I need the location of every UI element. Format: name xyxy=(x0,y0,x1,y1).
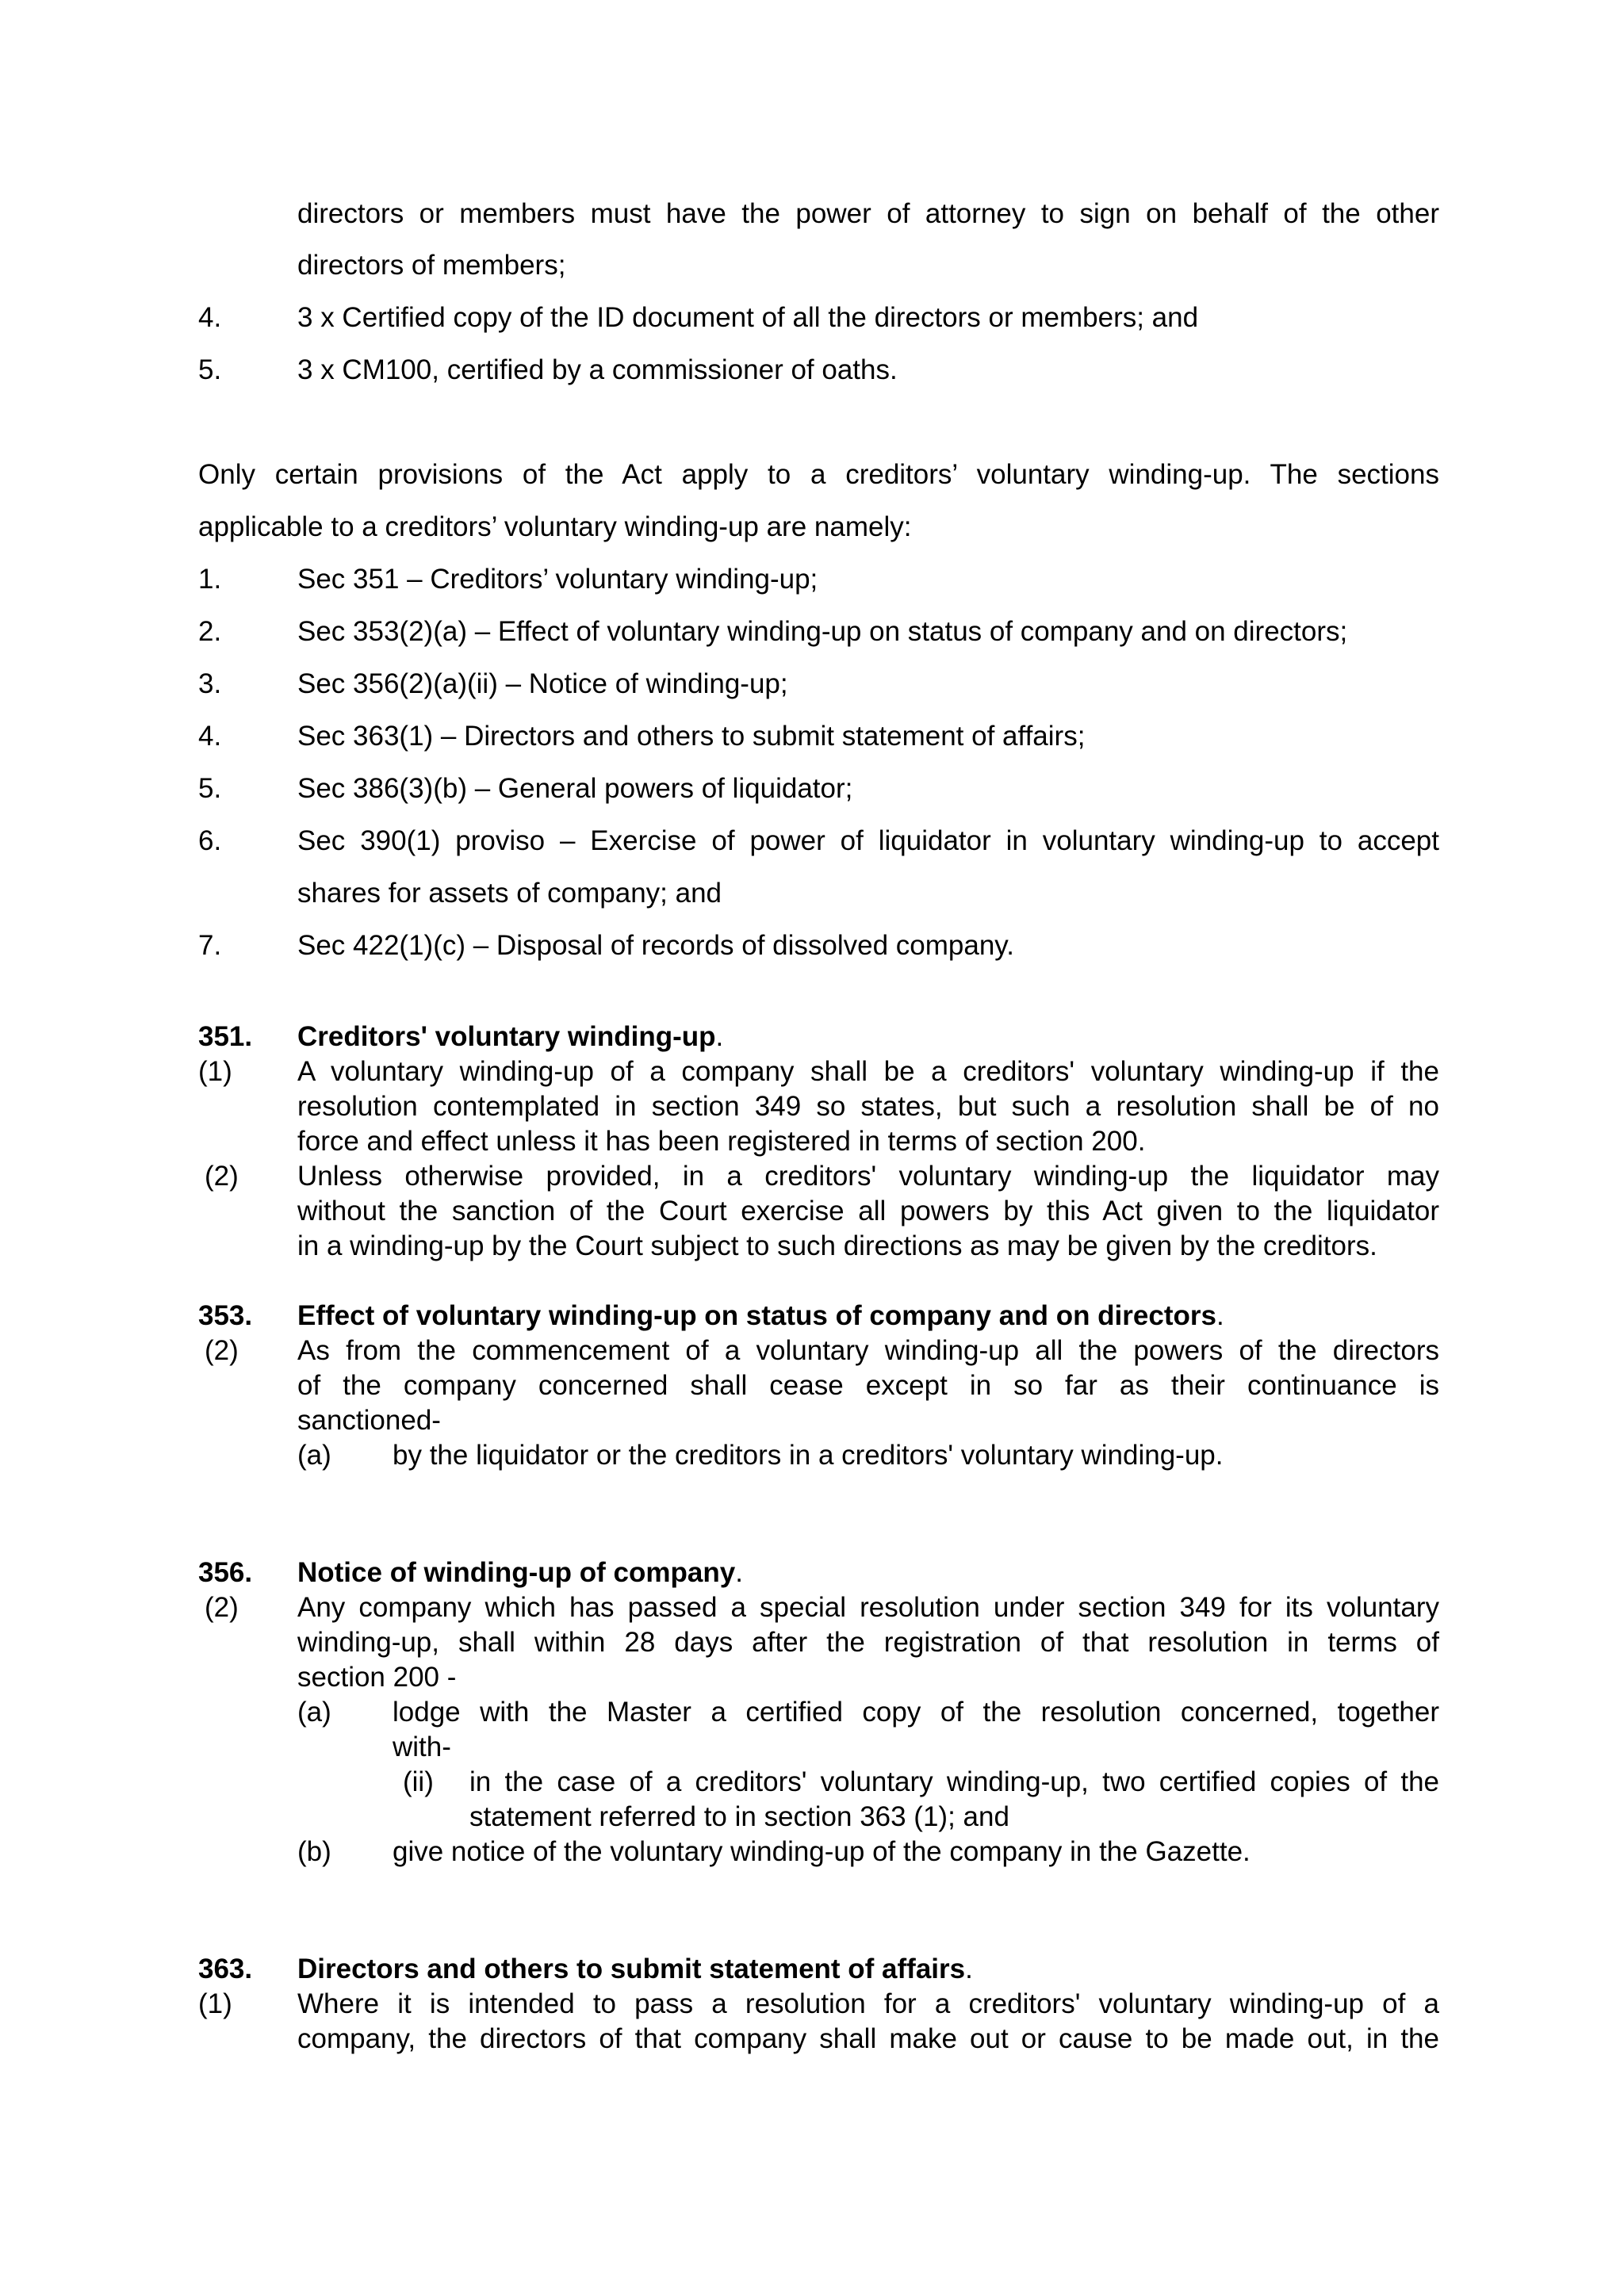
paragraph-letter: (a) xyxy=(297,1440,331,1471)
subsection-line: As from the commencement of a voluntary winding-up all the powers of the directors xyxy=(297,1335,1439,1366)
list-item-text: Sec 351 – Creditors’ voluntary winding-up; xyxy=(297,564,818,595)
subsection-line: in a winding-up by the Court subject to such directions as may be given by the creditors. xyxy=(297,1230,1377,1261)
section-title: Directors and others to submit statement of affairs xyxy=(297,1954,966,1984)
list-item-number: 7. xyxy=(198,930,222,961)
list-item-text: 3 x CM100, certified by a commissioner of oaths. xyxy=(297,354,898,385)
list-item-number: 5. xyxy=(198,773,222,804)
list-item-text-continued: shares for assets of company; and xyxy=(297,878,722,909)
subsection-line: winding-up, shall within 28 days after the registration of that resolution in terms of xyxy=(297,1627,1439,1658)
list-item-text: Sec 390(1) proviso – Exercise of power of liquidator in voluntary winding-up to accept xyxy=(297,825,1439,856)
section-heading: Notice of winding-up of company. xyxy=(297,1557,743,1588)
subsection-line: without the sanction of the Court exercise all powers by this Act given to the liquidator xyxy=(297,1196,1439,1226)
subsection-line: of the company concerned shall cease except in so far as their continuance is xyxy=(297,1370,1439,1401)
subsection-number: (2) xyxy=(205,1592,239,1623)
subsection-line: A voluntary winding-up of a company shall be a creditors' voluntary winding-up if the xyxy=(297,1056,1439,1087)
subparagraph-line: statement referred to in section 363 (1); and xyxy=(469,1801,1009,1832)
list-item-text: 3 x Certified copy of the ID document of all the directors or members; and xyxy=(297,302,1199,333)
section-title: Creditors' voluntary winding-up xyxy=(297,1021,716,1052)
list-item-number: 5. xyxy=(198,354,222,385)
subsection-number: (1) xyxy=(198,1988,232,2019)
list-item-text: Sec 386(3)(b) – General powers of liquidator; xyxy=(297,773,853,804)
list-item-number: 6. xyxy=(198,825,222,856)
paragraph-letter: (a) xyxy=(297,1697,331,1728)
subsection-number: (2) xyxy=(205,1335,239,1366)
subparagraph-line: in the case of a creditors' voluntary winding-up, two certified copies of the xyxy=(469,1766,1439,1797)
subsection-line: Where it is intended to pass a resolution for a creditors' voluntary winding-up of a xyxy=(297,1988,1439,2019)
list-item-text: Sec 422(1)(c) – Disposal of records of dissolved company. xyxy=(297,930,1014,961)
section-number: 353. xyxy=(198,1300,253,1331)
list-item-number: 3. xyxy=(198,668,222,699)
subsection-line: company, the directors of that company shall make out or cause to be made out, in the xyxy=(297,2023,1439,2054)
paragraph-line: with- xyxy=(393,1732,451,1762)
section-heading: Effect of voluntary winding-up on status of company and on directors. xyxy=(297,1300,1224,1331)
subsection-line: force and effect unless it has been registered in terms of section 200. xyxy=(297,1126,1146,1157)
list-item-number: 4. xyxy=(198,302,222,333)
paragraph-line: by the liquidator or the creditors in a creditors' voluntary winding-up. xyxy=(393,1440,1224,1471)
list-item-text: Sec 363(1) – Directors and others to submit statement of affairs; xyxy=(297,721,1086,752)
provisions-paragraph-line: Only certain provisions of the Act apply to a creditors’ voluntary winding-up. The sections xyxy=(198,459,1439,490)
intro-continuation-line: directors of members; xyxy=(297,250,566,281)
list-item-number: 4. xyxy=(198,721,222,752)
section-number: 351. xyxy=(198,1021,253,1052)
provisions-paragraph-line: applicable to a creditors’ voluntary winding-up are namely: xyxy=(198,511,912,542)
subsection-number: (2) xyxy=(205,1161,239,1192)
list-item-text: Sec 356(2)(a)(ii) – Notice of winding-up; xyxy=(297,668,788,699)
intro-continuation-line: directors or members must have the power of attorney to sign on behalf of the other xyxy=(297,198,1439,229)
paragraph-line: give notice of the voluntary winding-up of the company in the Gazette. xyxy=(393,1836,1251,1867)
subsection-line: section 200 - xyxy=(297,1662,457,1693)
section-heading: Directors and others to submit statement of affairs. xyxy=(297,1954,973,1984)
section-title: Notice of winding-up of company xyxy=(297,1557,736,1588)
list-item-number: 2. xyxy=(198,616,222,647)
list-item-number: 1. xyxy=(198,564,222,595)
paragraph-letter: (b) xyxy=(297,1836,331,1867)
subsection-line: Any company which has passed a special resolution under section 349 for its voluntary xyxy=(297,1592,1439,1623)
section-number: 356. xyxy=(198,1557,253,1588)
subsection-line: sanctioned- xyxy=(297,1405,441,1436)
section-heading: Creditors' voluntary winding-up. xyxy=(297,1021,724,1052)
subparagraph-number: (ii) xyxy=(403,1766,434,1797)
list-item-text: Sec 353(2)(a) – Effect of voluntary winding-up on status of company and on directors; xyxy=(297,616,1348,647)
subsection-line: resolution contemplated in section 349 so states, but such a resolution shall be of no xyxy=(297,1091,1439,1122)
section-number: 363. xyxy=(198,1954,253,1984)
subsection-number: (1) xyxy=(198,1056,232,1087)
paragraph-line: lodge with the Master a certified copy of the resolution concerned, together xyxy=(393,1697,1439,1728)
subsection-line: Unless otherwise provided, in a creditors' voluntary winding-up the liquidator may xyxy=(297,1161,1439,1192)
section-title: Effect of voluntary winding-up on status of company and on directors xyxy=(297,1300,1216,1331)
